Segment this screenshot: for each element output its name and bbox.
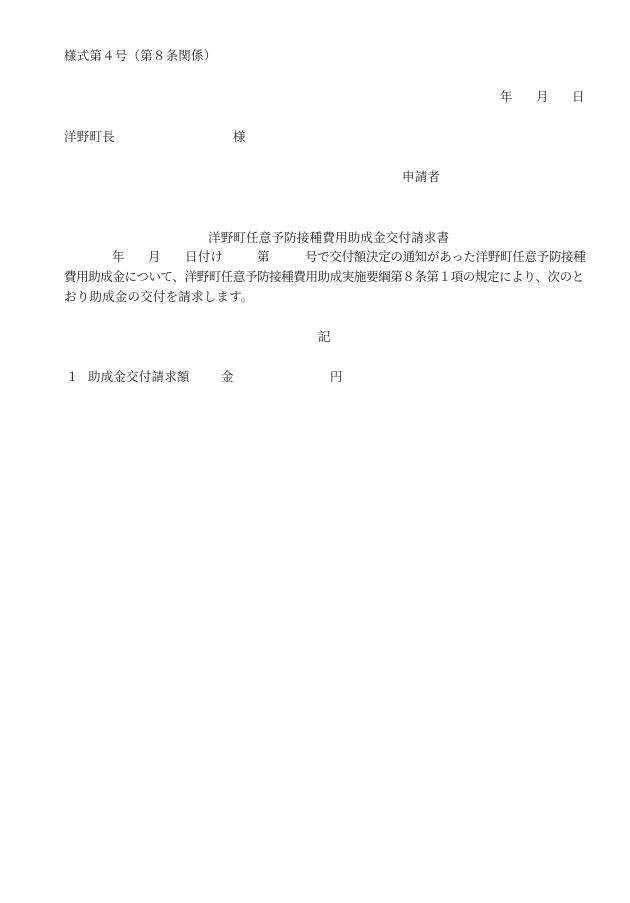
body-number-prefix: 第 [257, 249, 270, 264]
item-amount-unit: 円 [330, 369, 343, 384]
body-line1-rest: 号で交付額決定の通知があった洋野町任意予防接種 [305, 249, 586, 264]
body-line2: 費用助成金について、洋野町任意予防接種費用助成実施要綱第８条第１項の規定により、次のと [64, 269, 584, 284]
recipient-honorific: 様 [233, 129, 246, 144]
item-number: １ [66, 369, 79, 384]
item-label: 助成金交付請求額 [88, 369, 190, 384]
applicant-label: 申請者 [402, 169, 441, 184]
body-month-label: 月 [148, 249, 161, 264]
document-title: 洋野町任意予防接種費用助成金交付請求書 [208, 230, 450, 245]
form-reference: 様式第４号（第８条関係） [64, 48, 217, 63]
body-dated-label: 日付け [185, 249, 224, 264]
date-year-label: 年 [500, 89, 513, 104]
ki-heading: 記 [318, 329, 331, 344]
date-month-label: 月 [536, 89, 549, 104]
date-day-label: 日 [572, 89, 585, 104]
recipient-name: 洋野町長 [64, 129, 115, 144]
item-amount-prefix: 金 [221, 369, 234, 384]
body-line3: おり助成金の交付を請求します。 [64, 289, 254, 304]
body-year-label: 年 [112, 249, 125, 264]
